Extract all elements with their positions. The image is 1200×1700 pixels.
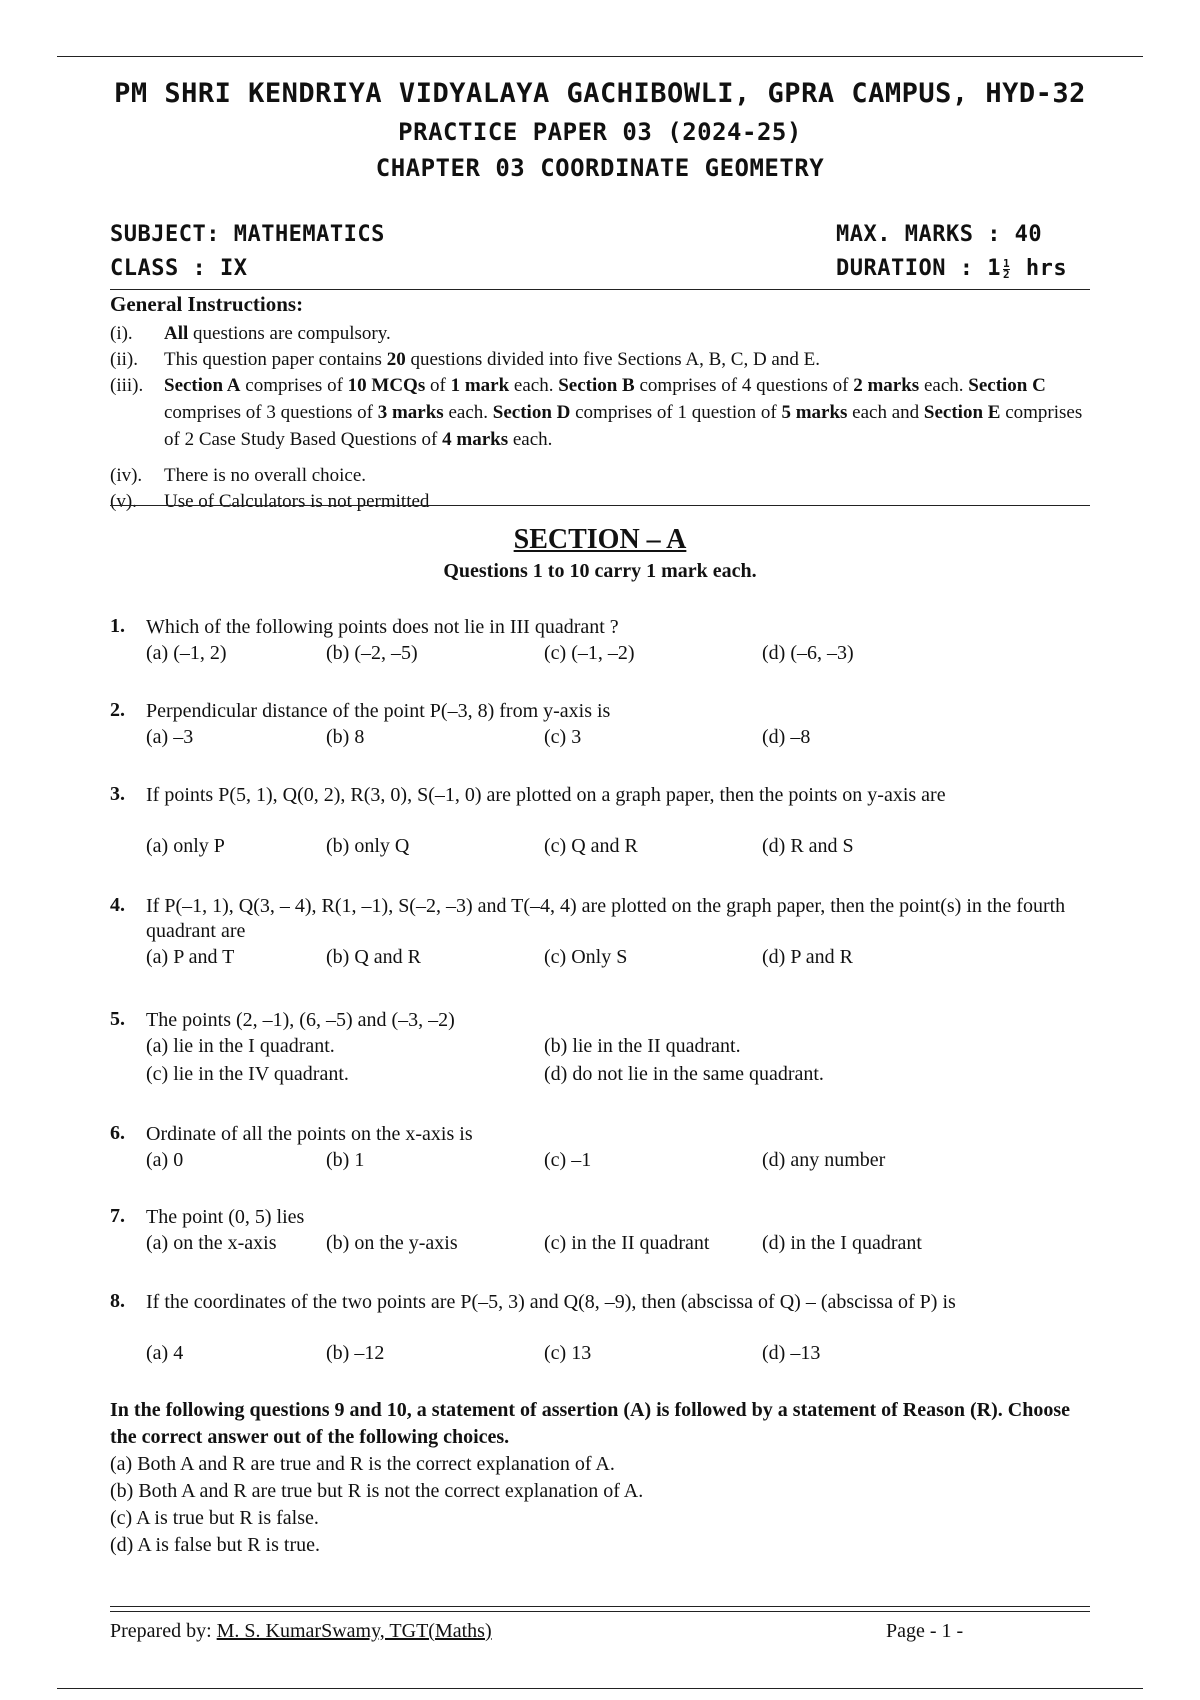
option: (d) –8 xyxy=(762,726,811,748)
chapter-title: CHAPTER 03 COORDINATE GEOMETRY xyxy=(375,154,825,182)
option: (d) do not lie in the same quadrant. xyxy=(544,1063,824,1085)
question-number: 5. xyxy=(110,1008,125,1030)
option: (b) only Q xyxy=(326,835,410,857)
question-text: If the coordinates of the two points are P(–5, 3) and Q(8, –9), then (abscissa of Q) – (abscissa of P) is xyxy=(146,1291,956,1313)
assertion-choice: (a) Both A and R are true and R is the correct explanation of A. xyxy=(110,1453,615,1475)
question-number: 8. xyxy=(110,1290,125,1312)
option: (d) (–6, –3) xyxy=(762,642,854,664)
question-text: Ordinate of all the points on the x-axis is xyxy=(146,1123,473,1145)
question-text: The point (0, 5) lies xyxy=(146,1206,305,1228)
option: (c) Only S xyxy=(544,946,628,968)
question-text: The points (2, –1), (6, –5) and (–3, –2) xyxy=(146,1009,455,1031)
option: (c) lie in the IV quadrant. xyxy=(146,1063,349,1085)
section-subtitle: Questions 1 to 10 carry 1 mark each. xyxy=(443,560,757,582)
bottom-rule xyxy=(57,1688,1143,1689)
assertion-choice: (b) Both A and R are true but R is not the correct explanation of A. xyxy=(110,1480,644,1502)
question-text: Which of the following points does not lie in III quadrant ? xyxy=(146,616,619,638)
option: (a) lie in the I quadrant. xyxy=(146,1035,335,1057)
option: (a) 0 xyxy=(146,1149,184,1171)
instruction-text: All questions are compulsory. xyxy=(164,323,391,344)
option: (d) –13 xyxy=(762,1342,821,1364)
option: (a) –3 xyxy=(146,726,194,748)
footer-rule-2 xyxy=(110,1611,1090,1612)
duration: DURATION : 1 $\frac{1}{2}$ hrs xyxy=(836,256,1068,281)
question-text: If points P(5, 1), Q(0, 2), R(3, 0), S(–1, 0) are plotted on a graph paper, then the points on y-axis are xyxy=(146,784,946,806)
prepared-by: Prepared by: M. S. KumarSwamy, TGT(Maths) xyxy=(110,1620,492,1642)
instruction-number: (iii). xyxy=(110,375,144,396)
option: (d) P and R xyxy=(762,946,853,968)
instructions-divider xyxy=(110,505,1090,506)
header-divider xyxy=(110,289,1090,290)
option: (a) (–1, 2) xyxy=(146,642,227,664)
question-number: 4. xyxy=(110,894,125,916)
option: (d) R and S xyxy=(762,835,854,857)
option: (c) 13 xyxy=(544,1342,592,1364)
option: (c) (–1, –2) xyxy=(544,642,635,664)
instruction-number: (v). xyxy=(110,491,137,512)
option: (c) 3 xyxy=(544,726,582,748)
option: (a) only P xyxy=(146,835,225,857)
duration-fraction: $\frac{1}{2}$ xyxy=(1002,256,1011,281)
question-text: Perpendicular distance of the point P(–3, 8) from y-axis is xyxy=(146,700,611,722)
option: (b) on the y-axis xyxy=(326,1232,458,1254)
instruction-text: Section A comprises of 10 MCQs of 1 mark each. Section B comprises of 4 questions of 2 marks each. Section C comprises of 3 questions of 3 marks each. Section D comprises of 1 question of 5 marks each and Section E comprises of 2 Case Study Based Questions of 4 marks each. xyxy=(164,375,1083,450)
option: (b) (–2, –5) xyxy=(326,642,418,664)
instruction-text: This question paper contains 20 questions divided into five Sections A, B, C, D and E. xyxy=(164,349,820,370)
option: (c) –1 xyxy=(544,1149,592,1171)
question-number: 2. xyxy=(110,699,125,721)
option: (b) 8 xyxy=(326,726,365,748)
instruction-number: (iv). xyxy=(110,465,143,486)
top-rule xyxy=(57,56,1143,57)
option: (b) lie in the II quadrant. xyxy=(544,1035,741,1057)
question-number: 6. xyxy=(110,1122,125,1144)
section-title: SECTION – A xyxy=(513,524,687,555)
instruction-text: There is no overall choice. xyxy=(164,465,367,486)
page-number: Page - 1 - xyxy=(886,1620,964,1642)
instruction-number: (ii). xyxy=(110,349,138,370)
assertion-choice: (d) A is false but R is true. xyxy=(110,1534,320,1556)
option: (c) Q and R xyxy=(544,835,638,857)
question-text: If P(–1, 1), Q(3, – 4), R(1, –1), S(–2, –3) and T(–4, 4) are plotted on the graph paper, then the point(s) in the fourth quadrant are xyxy=(146,895,1066,942)
class: CLASS : IX xyxy=(110,256,248,281)
option: (a) on the x-axis xyxy=(146,1232,277,1254)
paper-title: PRACTICE PAPER 03 (2024-25) xyxy=(398,118,802,146)
footer-rule-1 xyxy=(110,1606,1090,1607)
assertion-intro: In the following questions 9 and 10, a statement of assertion (A) is followed by a statement of Reason (R). Choose the correct answer out of the following choices. xyxy=(110,1399,1070,1448)
instruction-number: (i). xyxy=(110,323,133,344)
option: (b) Q and R xyxy=(326,946,421,968)
option: (b) 1 xyxy=(326,1149,365,1171)
subject: SUBJECT: MATHEMATICS xyxy=(110,222,385,247)
author-name: M. S. KumarSwamy, TGT(Maths) xyxy=(216,1620,492,1642)
max-marks: MAX. MARKS : 40 xyxy=(836,222,1043,247)
option: (b) –12 xyxy=(326,1342,385,1364)
question-number: 7. xyxy=(110,1205,125,1227)
meta-row-1 xyxy=(110,222,1090,247)
assertion-choice: (c) A is true but R is false. xyxy=(110,1507,319,1529)
instructions-title: General Instructions: xyxy=(110,292,304,316)
instruction-text: Use of Calculators is not permitted xyxy=(164,491,430,512)
school-name: PM SHRI KENDRIYA VIDYALAYA GACHIBOWLI, GPRA CAMPUS, HYD-32 xyxy=(114,78,1086,109)
option: (d) any number xyxy=(762,1149,886,1171)
option: (a) 4 xyxy=(146,1342,184,1364)
option: (a) P and T xyxy=(146,946,235,968)
question-number: 1. xyxy=(110,615,125,637)
option: (c) in the II quadrant xyxy=(544,1232,710,1254)
option: (d) in the I quadrant xyxy=(762,1232,922,1254)
question-number: 3. xyxy=(110,783,125,805)
meta-row-2 xyxy=(110,256,1090,281)
